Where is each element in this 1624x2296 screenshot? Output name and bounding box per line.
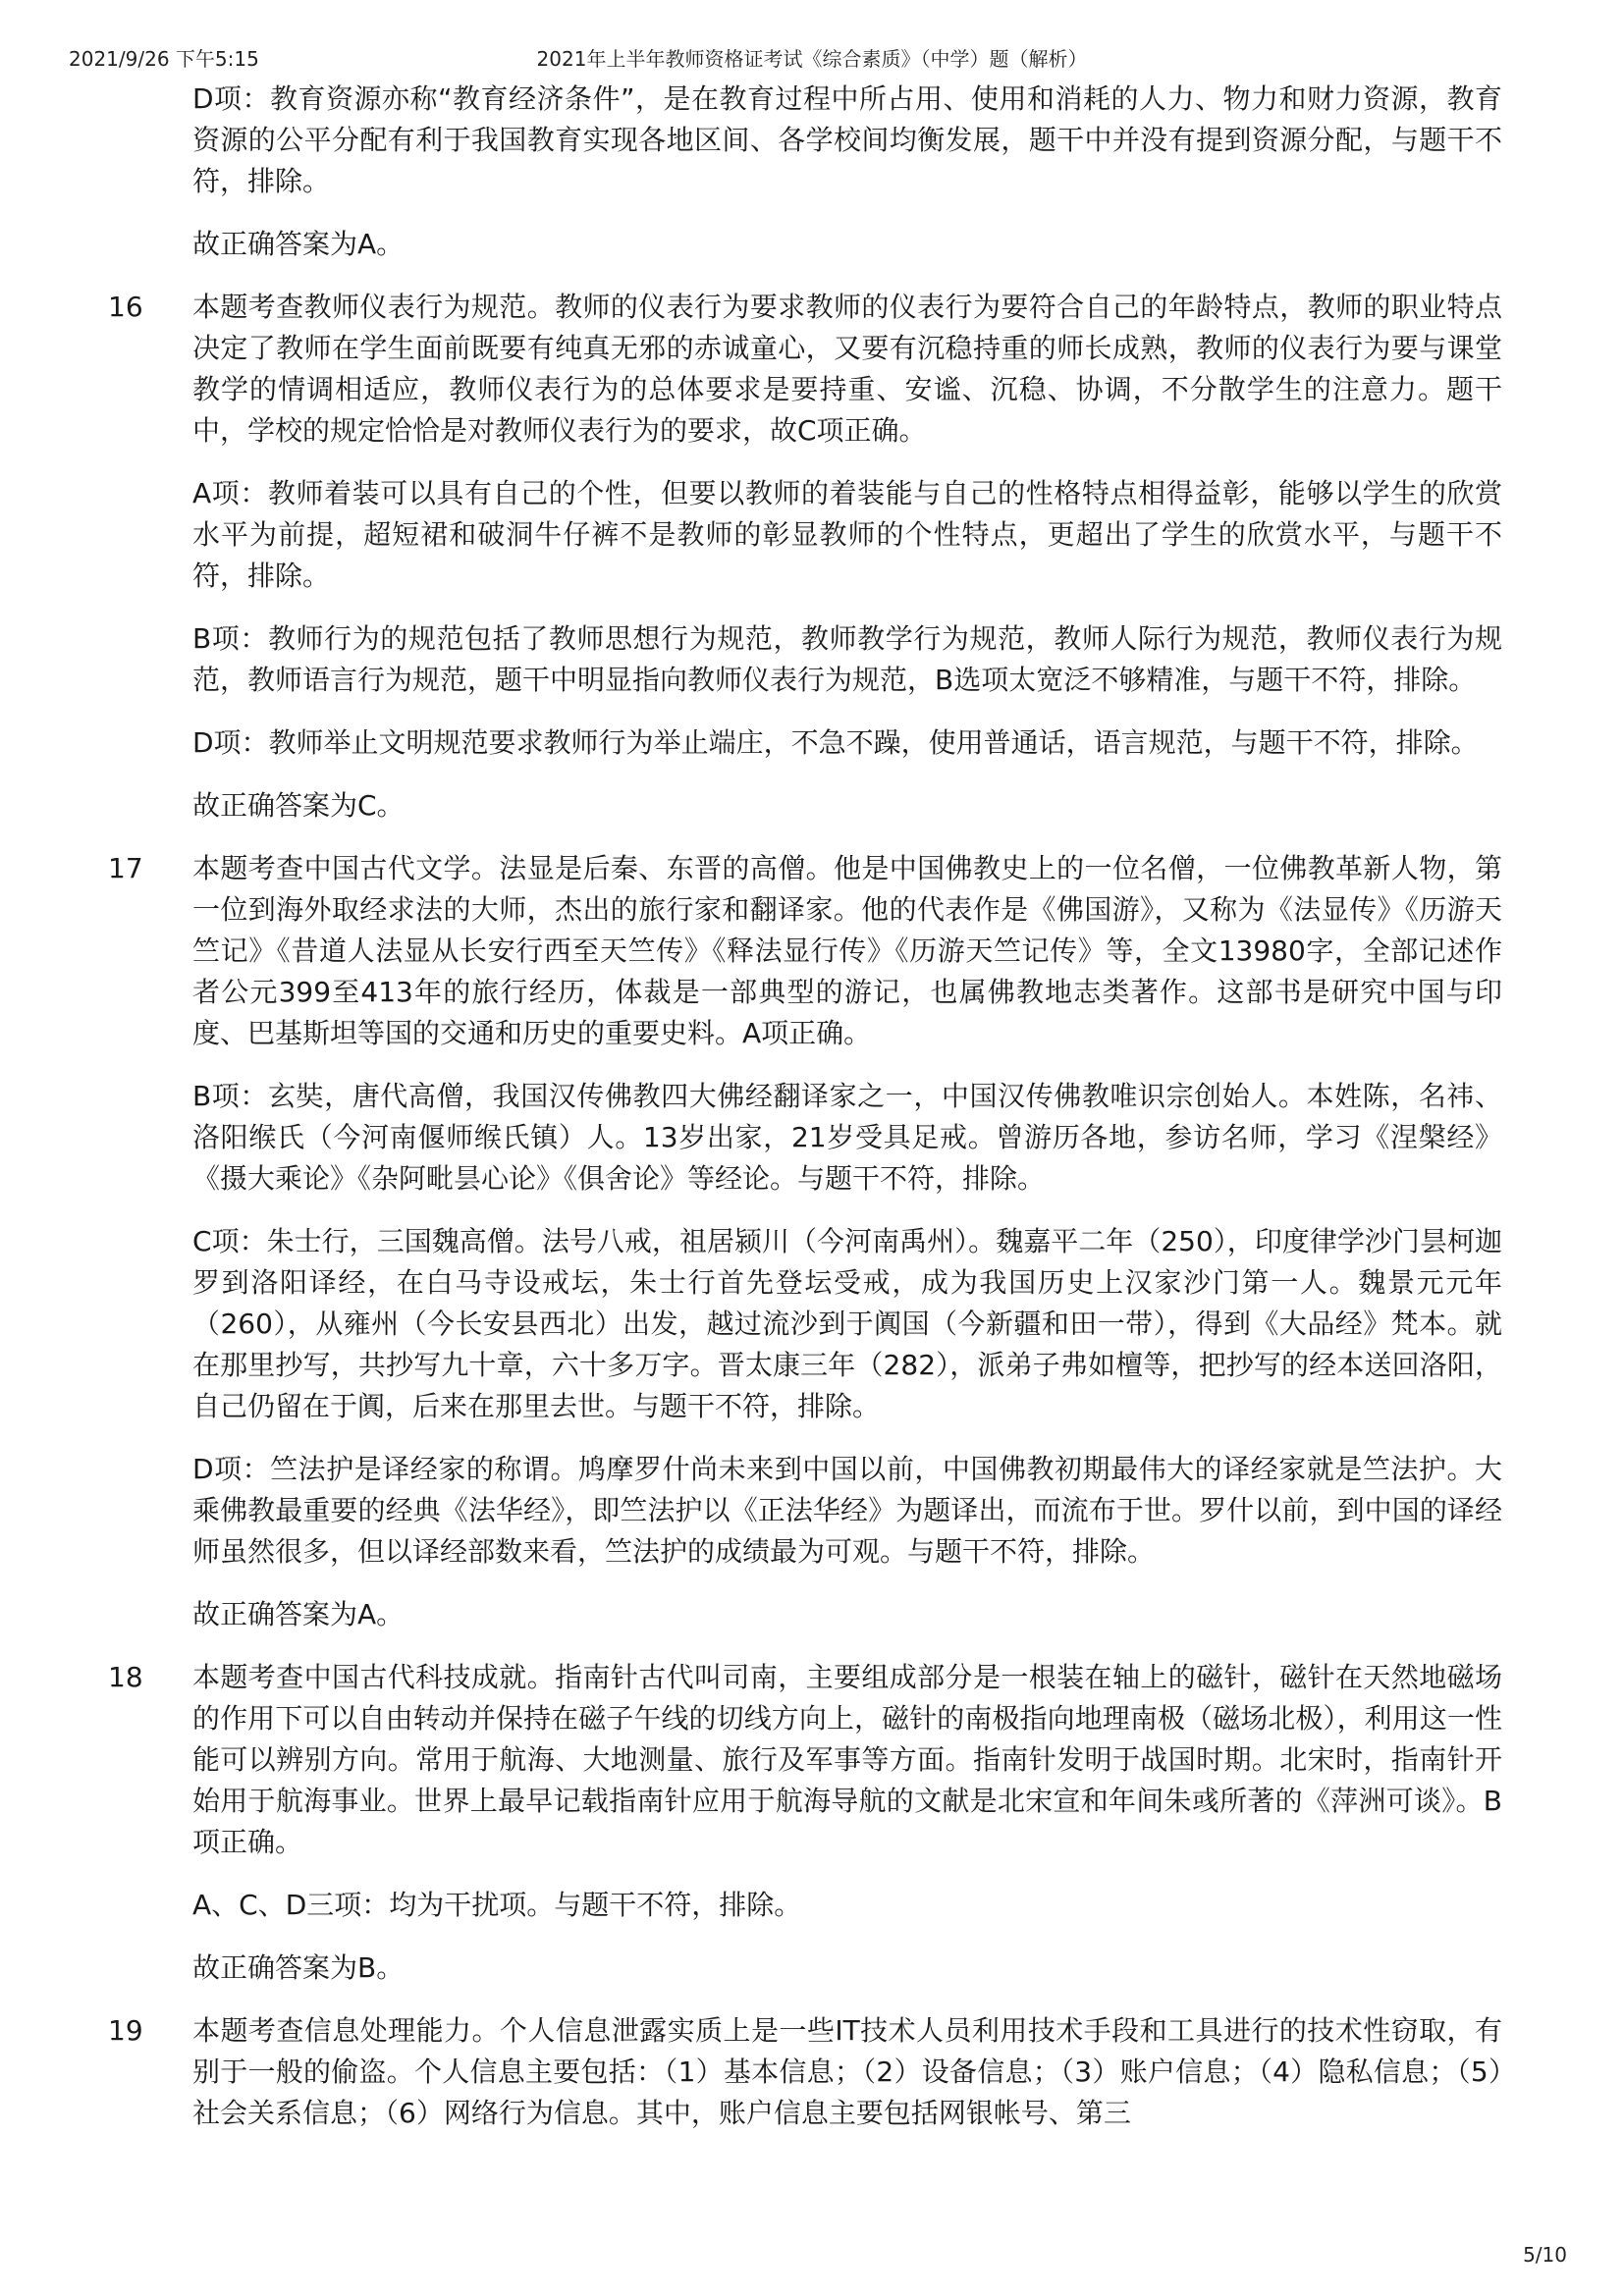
answer-paragraph: [108, 473, 1502, 597]
paragraph-text: D项：教师举止文明规范要求教师行为举止端庄，不急不躁，使用普通话，语言规范，与题干不符，排除。: [192, 726, 1479, 759]
paragraph-text: 本题考查教师仪表行为规范。教师的仪表行为要求教师的仪表行为要符合自己的年龄特点，教师的职业特点决定了教师在学生面前既要有纯真无邪的赤诚童心，又要有沉稳持重的师长成熟，教师的仪表行为要与课堂教学的情调相适应，教师仪表行为的总体要求是要持重、安谧、沉稳、协调，不分散学生的注意力。题干中，学校的规定恰恰是对教师仪表行为的要求，故C项正确。: [192, 291, 1502, 447]
paragraph-text: 故正确答案为A。: [192, 1598, 405, 1630]
question-number: 19: [108, 2014, 143, 2047]
answer-paragraph: [108, 848, 1502, 1054]
answer-paragraph: [108, 1221, 1502, 1427]
paragraph-text: 故正确答案为B。: [192, 1951, 405, 1984]
paragraph-text: A、C、D三项：均为干扰项。与题干不符，排除。: [192, 1889, 802, 1921]
document-body: [108, 79, 1502, 2156]
question-number: 17: [108, 852, 143, 884]
paragraph-text: 本题考查中国古代科技成就。指南针古代叫司南，主要组成部分是一根装在轴上的磁针，磁针在天然地磁场的作用下可以自由转动并保持在磁子午线的切线方向上，磁针的南极指向地理南极（磁场北极），利用这一性能可以辨别方向。常用于航海、大地测量、旅行及军事等方面。指南针发明于战国时期。北宋时，指南针开始用于航海事业。世界上最早记载指南针应用于航海导航的文献是北宋宣和年间朱彧所著的《萍洲可谈》。B项正确。: [192, 1661, 1502, 1858]
answer-paragraph: [108, 618, 1502, 701]
print-datetime: 2021/9/26 下午5:15: [69, 47, 259, 71]
paragraph-text: D项：竺法护是译经家的称谓。鸠摩罗什尚未来到中国以前，中国佛教初期最伟大的译经家就是竺法护。大乘佛教最重要的经典《法华经》，即竺法护以《正法华经》为题译出，而流布于世。罗什以前，到中国的译经师虽然很多，但以译经部数来看，竺法护的成绩最为可观。与题干不符，排除。: [192, 1453, 1502, 1568]
answer-paragraph: [108, 1948, 1502, 1989]
answer-paragraph: [108, 785, 1502, 827]
paragraph-text: 本题考查信息处理能力。个人信息泄露实质上是一些IT技术人员利用技术手段和工具进行的技术性窃取，有别于一般的偷盗。个人信息主要包括：（1）基本信息；（2）设备信息；（3）账户信息；（4）隐私信息；（5）社会关系信息；（6）网络行为信息。其中，账户信息主要包括网银帐号、第三: [192, 2014, 1502, 2129]
question-number: 18: [108, 1661, 143, 1693]
answer-paragraph: [108, 224, 1502, 265]
answer-paragraph: [108, 1885, 1502, 1926]
paragraph-text: B项：教师行为的规范包括了教师思想行为规范，教师教学行为规范，教师人际行为规范，教师仪表行为规范，教师语言行为规范，题干中明显指向教师仪表行为规范，B选项太宽泛不够精准，与题干不符，排除。: [192, 622, 1502, 696]
answer-paragraph: [108, 1657, 1502, 1863]
answer-paragraph: [108, 1449, 1502, 1573]
question-number: 16: [108, 291, 143, 323]
answer-paragraph: [108, 1594, 1502, 1635]
paragraph-text: C项：朱士行，三国魏高僧。法号八戒，祖居颍川（今河南禹州）。魏嘉平二年（250），印度律学沙门昙柯迦罗到洛阳译经，在白马寺设戒坛，朱士行首先登坛受戒，成为我国历史上汉家沙门第一人。魏景元元年（260），从雍州（今长安县西北）出发，越过流沙到于阗国（今新疆和田一带），得到《大品经》梵本。就在那里抄写，共抄写九十章，六十多万字。晋太康三年（282），派弟子弗如檀等，把抄写的经本送回洛阳，自己仍留在于阗，后来在那里去世。与题干不符，排除。: [192, 1225, 1502, 1422]
answer-paragraph: [108, 79, 1502, 202]
paragraph-text: D项：教育资源亦称“教育经济条件”，是在教育过程中所占用、使用和消耗的人力、物力和财力资源，教育资源的公平分配有利于我国教育实现各地区间、各学校间均衡发展，题干中并没有提到资源分配，与题干不符，排除。: [192, 82, 1502, 197]
answer-paragraph: [108, 722, 1502, 764]
document-title: 2021年上半年教师资格证考试《综合素质》（中学）题（解析）: [536, 47, 1088, 71]
page-header: [0, 43, 1624, 73]
answer-paragraph: [108, 1076, 1502, 1200]
paragraph-text: B项：玄奘，唐代高僧，我国汉传佛教四大佛经翻译家之一，中国汉传佛教唯识宗创始人。本姓陈，名祎、洛阳缑氏（今河南偃师缑氏镇）人。13岁出家，21岁受具足戒。曾游历各地，参访名师，学习《涅槃经》《摄大乘论》《杂阿毗昙心论》《俱舍论》等经论。与题干不符，排除。: [192, 1080, 1502, 1195]
paragraph-text: 故正确答案为A。: [192, 228, 405, 260]
paragraph-text: A项：教师着装可以具有自己的个性，但要以教师的着装能与自己的性格特点相得益彰，能够以学生的欣赏水平为前提，超短裙和破洞牛仔裤不是教师的彰显教师的个性特点，更超出了学生的欣赏水平，与题干不符，排除。: [192, 477, 1502, 592]
answer-paragraph: [108, 2010, 1502, 2134]
paragraph-text: 故正确答案为C。: [192, 789, 405, 822]
answer-paragraph: [108, 287, 1502, 452]
page-number: 5/10: [1523, 2243, 1567, 2267]
paragraph-text: 本题考查中国古代文学。法显是后秦、东晋的高僧。他是中国佛教史上的一位名僧，一位佛教革新人物，第一位到海外取经求法的大师，杰出的旅行家和翻译家。他的代表作是《佛国游》，又称为《法显传》《历游天竺记》《昔道人法显从长安行西至天竺传》《释法显行传》《历游天竺记传》等，全文13980字，全部记述作者公元399至413年的旅行经历，体裁是一部典型的游记，也属佛教地志类著作。这部书是研究中国与印度、巴基斯坦等国的交通和历史的重要史料。A项正确。: [192, 852, 1502, 1049]
